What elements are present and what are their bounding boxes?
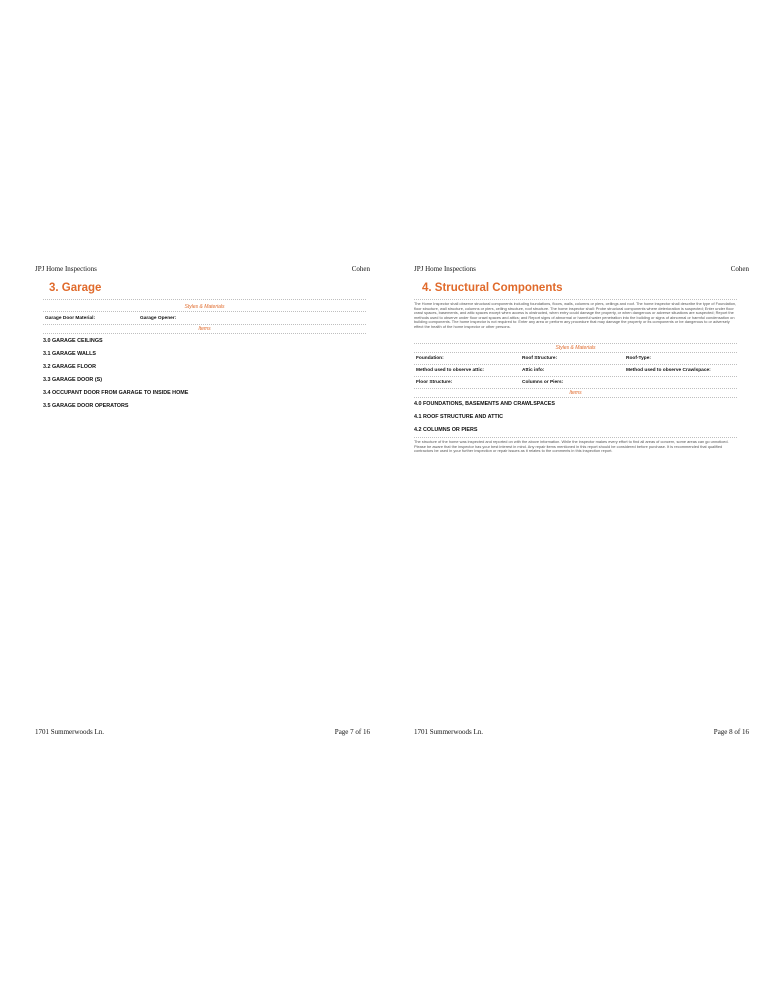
divider: [414, 299, 737, 300]
report-page-8: [389, 0, 761, 1000]
company-name: JPJ Home Inspections: [35, 265, 97, 273]
divider: [43, 324, 366, 325]
styles-materials-heading: Styles & Materials: [184, 304, 225, 310]
field-label: Attic info:: [522, 368, 545, 373]
field-label: Floor Structure:: [416, 380, 453, 385]
field-label: Method used to observe Crawlspace:: [626, 368, 711, 373]
section-closing-note: The structure of the home was inspected and reported on with the above information. While the inspector makes every effort to find all areas of concern, some areas can go unnoticed. Please be aware that the inspector has your best interest in mind. Any repair items mentioned in this report should be considered before purchase. It is recommended that qualified contractors be used in your further inspection or repair issues as it relates to the comments in this inspection report.: [414, 439, 729, 453]
inspection-item: 3.1 GARAGE WALLS: [43, 351, 97, 357]
divider: [43, 299, 366, 300]
page-header: [35, 265, 370, 273]
divider: [414, 388, 737, 389]
page-number: Page 7 of 16: [334, 728, 370, 736]
items-heading: Items: [198, 326, 211, 332]
divider: [414, 352, 737, 353]
field-label: Roof Structure:: [522, 356, 558, 361]
inspection-item: 3.0 GARAGE CEILINGS: [43, 338, 103, 344]
inspection-item: 3.2 GARAGE FLOOR: [43, 364, 97, 370]
divider: [414, 376, 737, 377]
divider: [414, 343, 737, 344]
inspection-item: 4.0 FOUNDATIONS, BASEMENTS AND CRAWLSPACES: [414, 401, 555, 407]
property-address: 1701 Summerwoods Ln.: [35, 728, 105, 736]
property-address: 1701 Summerwoods Ln.: [414, 728, 484, 736]
inspection-item: 3.3 GARAGE DOOR (S): [43, 377, 103, 383]
divider: [43, 311, 366, 312]
items-heading: Items: [569, 390, 582, 396]
section-title: 4. Structural Components: [422, 282, 563, 294]
client-name: Cohen: [730, 265, 749, 273]
field-label: Garage Opener:: [140, 316, 177, 321]
page-footer: [35, 728, 370, 736]
divider: [414, 437, 737, 438]
divider: [414, 397, 737, 398]
company-name: JPJ Home Inspections: [414, 265, 476, 273]
field-label: Garage Door Material:: [45, 316, 96, 321]
divider: [414, 364, 737, 365]
inspection-item: 3.5 GARAGE DOOR OPERATORS: [43, 403, 129, 409]
section-title: 3. Garage: [49, 282, 102, 294]
client-name: Cohen: [351, 265, 370, 273]
field-label: Method used to observe attic:: [416, 368, 484, 373]
page-header: [414, 265, 749, 273]
field-label: Columns or Piers:: [522, 380, 564, 385]
styles-materials-heading: Styles & Materials: [555, 345, 596, 351]
divider: [43, 333, 366, 334]
inspection-item: 4.2 COLUMNS OR PIERS: [414, 427, 478, 433]
page-footer: [414, 728, 749, 736]
inspection-item: 4.1 ROOF STRUCTURE AND ATTIC: [414, 414, 504, 420]
field-label: Foundation:: [416, 356, 444, 361]
inspection-item: 3.4 OCCUPANT DOOR FROM GARAGE TO INSIDE HOME: [43, 390, 189, 396]
section-intro: The Home Inspector shall observe structural components including foundations, floors, walls, columns or piers, ceilings and roof. The home inspector shall describe the type of Foundation, floor structure, wall structure, columns or piers, ceiling structure, roof structure. The home inspector shall: Probe structural components where deterioration is suspected; Enter under floor crawl spaces, basements, and attic spaces except when access is obstructed, when entry could damage the property, or when dangerous or adverse situations are suspected; Report the methods used to observe under floor crawl spaces and attics; and Report signs of abnormal or harmful water penetration into the building or signs of abnormal or harmful condensation on building components. The home inspector is not required to: Enter any area or perform any procedure that may damage the property or its components or be dangerous to or adversely effect the health of the home inspector or other persons.: [414, 301, 737, 329]
report-page-7: [10, 0, 382, 1000]
page-number: Page 8 of 16: [713, 728, 749, 736]
field-label: Roof-Type:: [626, 356, 651, 361]
